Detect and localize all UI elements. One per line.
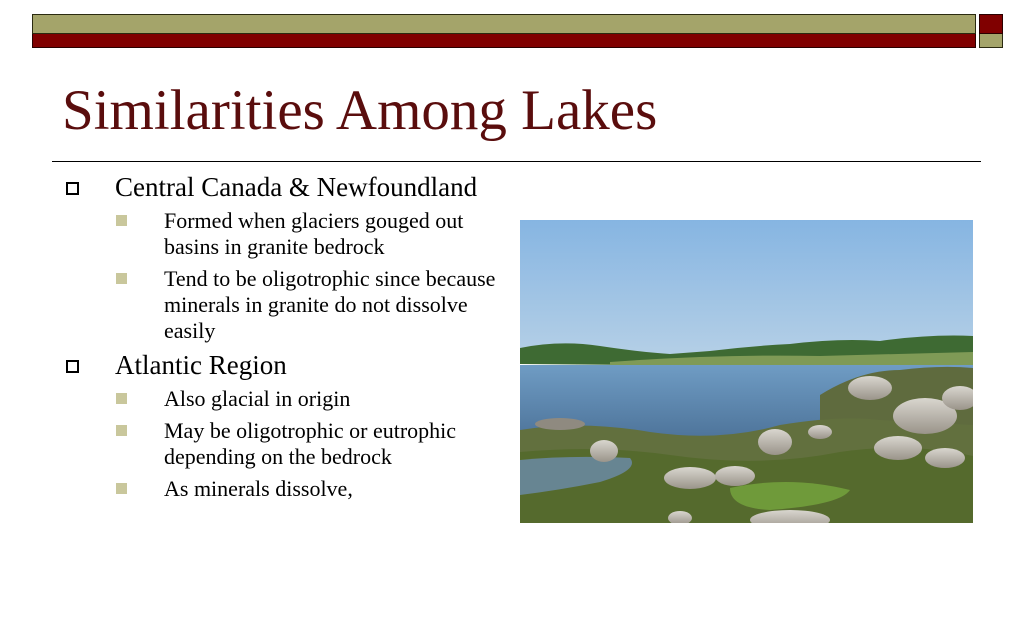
header-maroon-square — [979, 14, 1003, 34]
hollow-square-bullet-icon — [66, 182, 79, 195]
sub-bullet-text: May be oligotrophic or eutrophic depending on the bedrock — [164, 418, 457, 469]
slide-title: Similarities Among Lakes — [62, 79, 658, 142]
square-bullet-icon — [116, 273, 127, 284]
bullet-content — [62, 172, 507, 508]
photo-boulder — [590, 440, 618, 462]
sub-bullet-item — [62, 208, 507, 260]
sub-bullet-item — [62, 386, 507, 412]
sub-bullet-item — [62, 418, 507, 470]
header-maroon-bar — [32, 34, 976, 48]
square-bullet-icon — [116, 425, 127, 436]
header-olive-square — [979, 34, 1003, 48]
photo-boulder — [874, 436, 922, 460]
sub-bullet-list — [62, 208, 507, 344]
section-heading-central-canada — [62, 172, 507, 202]
sub-bullet-item — [62, 476, 507, 502]
square-bullet-icon — [116, 483, 127, 494]
section-heading-text: Atlantic Region — [115, 350, 287, 380]
sub-bullet-text: As minerals dissolve, — [164, 476, 353, 501]
square-bullet-icon — [116, 393, 127, 404]
lake-shoreline-photo — [520, 220, 973, 523]
photo-boulder — [925, 448, 965, 468]
photo-sky — [520, 220, 973, 355]
sub-bullet-text: Tend to be oligotrophic since because minerals in granite do not dissolve easily — [164, 266, 496, 343]
photo-boulder — [535, 418, 585, 430]
sub-bullet-text: Also glacial in origin — [164, 386, 351, 411]
photo-boulder — [715, 466, 755, 486]
sub-bullet-text: Formed when glaciers gouged out basins in granite bedrock — [164, 208, 464, 259]
section-heading-atlantic — [62, 350, 507, 380]
photo-boulder — [848, 376, 892, 400]
hollow-square-bullet-icon — [66, 360, 79, 373]
square-bullet-icon — [116, 215, 127, 226]
photo-boulder — [808, 425, 832, 439]
photo-boulder — [664, 467, 716, 489]
sub-bullet-item — [62, 266, 507, 344]
title-divider — [52, 161, 981, 162]
section-heading-text: Central Canada & Newfoundland — [115, 172, 478, 202]
header-olive-bar — [32, 14, 976, 34]
photo-boulder — [758, 429, 792, 455]
sub-bullet-list — [62, 386, 507, 502]
